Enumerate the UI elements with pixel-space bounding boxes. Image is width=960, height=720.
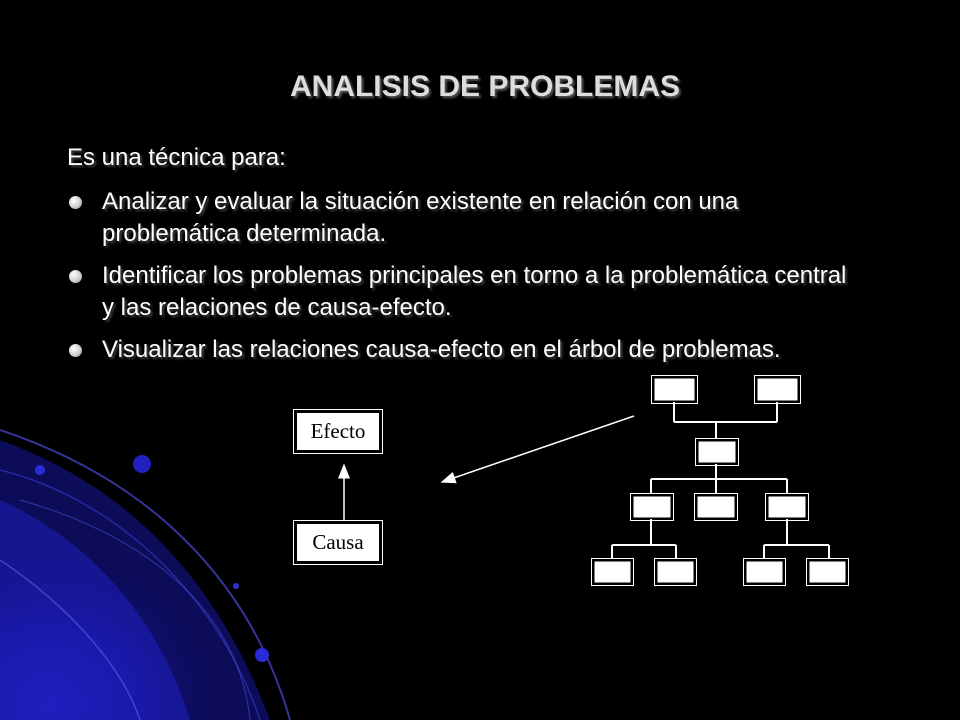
cause-box: Causa	[294, 521, 382, 564]
pointer-arrow	[442, 416, 634, 482]
slide-title: ANALISIS DE PROBLEMAS	[289, 70, 681, 103]
effect-box: Efecto	[294, 410, 382, 453]
tree-node	[656, 560, 695, 584]
tree	[592, 376, 849, 586]
tree-node	[593, 560, 632, 584]
bullet-text: Identificar los problemas principales en torno a la problemática central y las relaciones de causa-efecto.	[102, 262, 847, 321]
tree-node	[808, 560, 847, 584]
tree-node	[745, 560, 784, 584]
tree-node	[653, 377, 696, 402]
intro-text: Es una técnica para:	[67, 144, 286, 171]
bullet-text: Visualizar las relaciones causa-efecto en el árbol de problemas.	[102, 336, 781, 363]
bullet-text: Analizar y evaluar la situación existente en relación con una problemática determinada.	[102, 188, 739, 247]
tree-node	[697, 440, 737, 464]
tree-node	[632, 495, 672, 519]
tree-node	[756, 377, 799, 402]
tree-node	[767, 495, 807, 519]
tree-node	[696, 495, 736, 519]
